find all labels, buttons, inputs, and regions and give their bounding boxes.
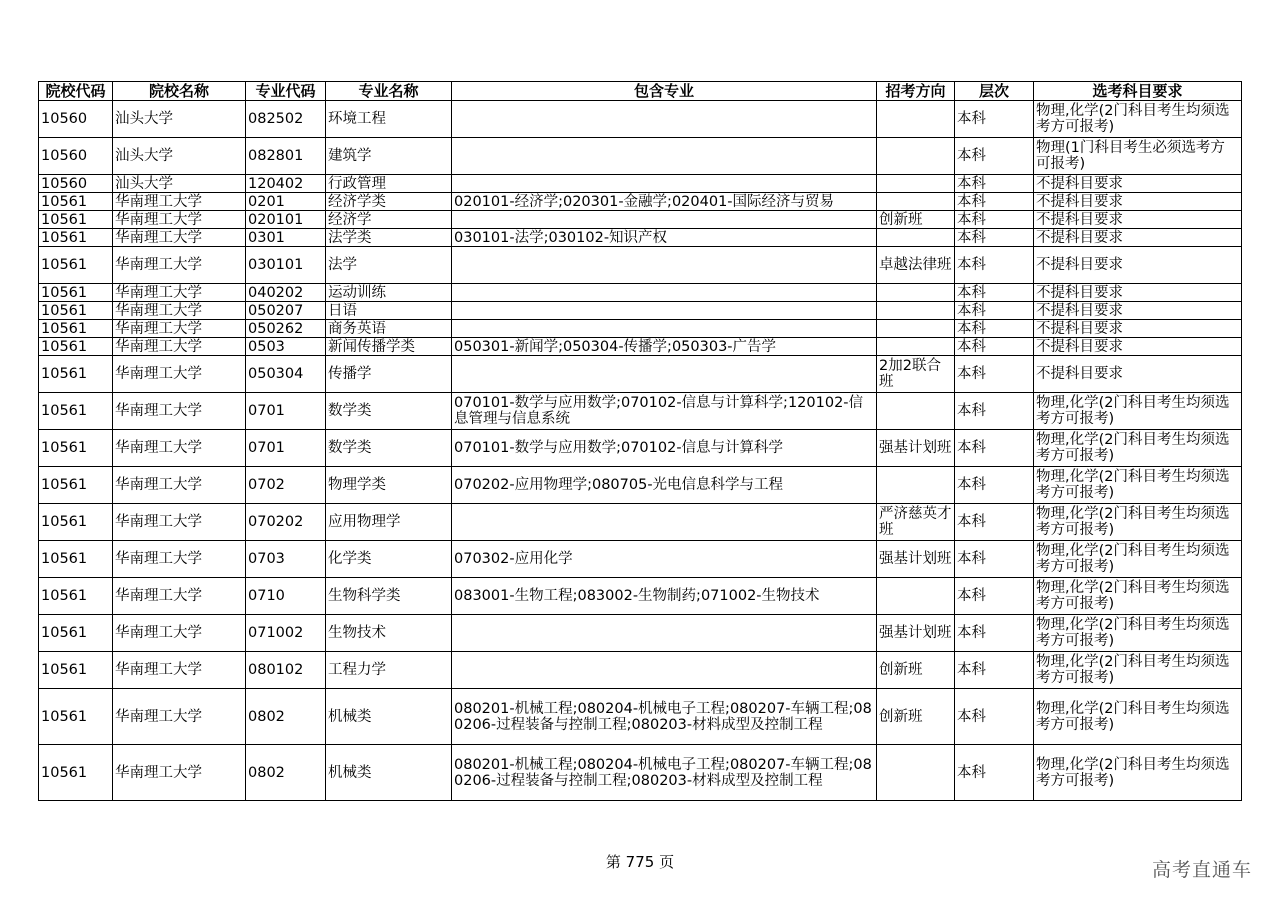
table-row bbox=[39, 138, 1242, 175]
admission-table bbox=[38, 81, 1242, 801]
header-cell: 院校代码 bbox=[39, 82, 113, 101]
subject-requirement-cell: 不提科目要求 bbox=[1034, 193, 1242, 211]
school-name-cell: 汕头大学 bbox=[113, 101, 246, 138]
school-name-cell: 华南理工大学 bbox=[113, 467, 246, 504]
level-cell: 本科 bbox=[955, 338, 1034, 356]
header-cell: 包含专业 bbox=[452, 82, 877, 101]
major-name-cell: 行政管理 bbox=[326, 175, 452, 193]
level-cell: 本科 bbox=[955, 138, 1034, 175]
major-name-cell: 新闻传播学类 bbox=[326, 338, 452, 356]
included-majors-cell bbox=[452, 504, 877, 541]
school-code-cell: 10561 bbox=[39, 689, 113, 745]
major-code-cell: 0201 bbox=[246, 193, 326, 211]
major-name-cell: 建筑学 bbox=[326, 138, 452, 175]
table-row bbox=[39, 652, 1242, 689]
direction-cell bbox=[877, 467, 955, 504]
school-code-cell: 10561 bbox=[39, 745, 113, 801]
major-code-cell: 071002 bbox=[246, 615, 326, 652]
table-row bbox=[39, 101, 1242, 138]
included-majors-cell: 070302-应用化学 bbox=[452, 541, 877, 578]
school-name-cell: 华南理工大学 bbox=[113, 229, 246, 247]
header-cell: 层次 bbox=[955, 82, 1034, 101]
major-code-cell: 0702 bbox=[246, 467, 326, 504]
level-cell: 本科 bbox=[955, 101, 1034, 138]
included-majors-cell: 020101-经济学;020301-金融学;020401-国际经济与贸易 bbox=[452, 193, 877, 211]
level-cell: 本科 bbox=[955, 745, 1034, 801]
level-cell: 本科 bbox=[955, 430, 1034, 467]
school-name-cell: 汕头大学 bbox=[113, 175, 246, 193]
major-code-cell: 080102 bbox=[246, 652, 326, 689]
major-name-cell: 法学 bbox=[326, 247, 452, 284]
table-row bbox=[39, 578, 1242, 615]
included-majors-cell bbox=[452, 284, 877, 302]
subject-requirement-cell: 物理,化学(2门科目考生均须选考方可报考) bbox=[1034, 467, 1242, 504]
direction-cell bbox=[877, 229, 955, 247]
major-name-cell: 机械类 bbox=[326, 689, 452, 745]
level-cell: 本科 bbox=[955, 320, 1034, 338]
direction-cell bbox=[877, 745, 955, 801]
school-code-cell: 10561 bbox=[39, 652, 113, 689]
major-code-cell: 0802 bbox=[246, 689, 326, 745]
table-row bbox=[39, 175, 1242, 193]
direction-cell bbox=[877, 175, 955, 193]
major-name-cell: 生物技术 bbox=[326, 615, 452, 652]
school-name-cell: 汕头大学 bbox=[113, 138, 246, 175]
school-code-cell: 10561 bbox=[39, 356, 113, 393]
school-code-cell: 10561 bbox=[39, 302, 113, 320]
school-name-cell: 华南理工大学 bbox=[113, 211, 246, 229]
level-cell: 本科 bbox=[955, 302, 1034, 320]
subject-requirement-cell: 不提科目要求 bbox=[1034, 302, 1242, 320]
subject-requirement-cell: 不提科目要求 bbox=[1034, 247, 1242, 284]
page-number: 第 775 页 bbox=[605, 853, 675, 871]
major-name-cell: 机械类 bbox=[326, 745, 452, 801]
included-majors-cell: 030101-法学;030102-知识产权 bbox=[452, 229, 877, 247]
school-code-cell: 10561 bbox=[39, 284, 113, 302]
level-cell: 本科 bbox=[955, 615, 1034, 652]
level-cell: 本科 bbox=[955, 689, 1034, 745]
school-name-cell: 华南理工大学 bbox=[113, 430, 246, 467]
school-name-cell: 华南理工大学 bbox=[113, 745, 246, 801]
included-majors-cell bbox=[452, 356, 877, 393]
direction-cell bbox=[877, 578, 955, 615]
school-code-cell: 10561 bbox=[39, 467, 113, 504]
table-row bbox=[39, 689, 1242, 745]
included-majors-cell: 050301-新闻学;050304-传播学;050303-广告学 bbox=[452, 338, 877, 356]
level-cell: 本科 bbox=[955, 211, 1034, 229]
table-row bbox=[39, 247, 1242, 284]
included-majors-cell: 083001-生物工程;083002-生物制药;071002-生物技术 bbox=[452, 578, 877, 615]
header-row bbox=[39, 82, 1242, 101]
major-code-cell: 070202 bbox=[246, 504, 326, 541]
direction-cell: 严济慈英才班 bbox=[877, 504, 955, 541]
school-code-cell: 10561 bbox=[39, 393, 113, 430]
header-cell: 选考科目要求 bbox=[1034, 82, 1242, 101]
included-majors-cell bbox=[452, 320, 877, 338]
school-code-cell: 10561 bbox=[39, 578, 113, 615]
level-cell: 本科 bbox=[955, 504, 1034, 541]
included-majors-cell bbox=[452, 138, 877, 175]
major-code-cell: 050304 bbox=[246, 356, 326, 393]
major-code-cell: 040202 bbox=[246, 284, 326, 302]
direction-cell bbox=[877, 138, 955, 175]
table-row bbox=[39, 284, 1242, 302]
major-code-cell: 050207 bbox=[246, 302, 326, 320]
major-name-cell: 日语 bbox=[326, 302, 452, 320]
major-code-cell: 0301 bbox=[246, 229, 326, 247]
major-name-cell: 经济学类 bbox=[326, 193, 452, 211]
table-row bbox=[39, 430, 1242, 467]
level-cell: 本科 bbox=[955, 175, 1034, 193]
included-majors-cell bbox=[452, 175, 877, 193]
table-row bbox=[39, 338, 1242, 356]
table-row bbox=[39, 356, 1242, 393]
level-cell: 本科 bbox=[955, 541, 1034, 578]
direction-cell: 强基计划班 bbox=[877, 541, 955, 578]
school-name-cell: 华南理工大学 bbox=[113, 302, 246, 320]
school-code-cell: 10561 bbox=[39, 541, 113, 578]
major-name-cell: 应用物理学 bbox=[326, 504, 452, 541]
school-code-cell: 10561 bbox=[39, 338, 113, 356]
major-code-cell: 082801 bbox=[246, 138, 326, 175]
major-name-cell: 物理学类 bbox=[326, 467, 452, 504]
major-name-cell: 工程力学 bbox=[326, 652, 452, 689]
major-code-cell: 0710 bbox=[246, 578, 326, 615]
table-row bbox=[39, 302, 1242, 320]
direction-cell bbox=[877, 284, 955, 302]
table-row bbox=[39, 229, 1242, 247]
school-code-cell: 10561 bbox=[39, 229, 113, 247]
subject-requirement-cell: 不提科目要求 bbox=[1034, 320, 1242, 338]
direction-cell: 卓越法律班 bbox=[877, 247, 955, 284]
level-cell: 本科 bbox=[955, 229, 1034, 247]
major-name-cell: 经济学 bbox=[326, 211, 452, 229]
school-code-cell: 10561 bbox=[39, 247, 113, 284]
school-name-cell: 华南理工大学 bbox=[113, 284, 246, 302]
school-name-cell: 华南理工大学 bbox=[113, 578, 246, 615]
direction-cell bbox=[877, 101, 955, 138]
header-cell: 专业名称 bbox=[326, 82, 452, 101]
included-majors-cell: 070202-应用物理学;080705-光电信息科学与工程 bbox=[452, 467, 877, 504]
included-majors-cell bbox=[452, 211, 877, 229]
school-code-cell: 10561 bbox=[39, 320, 113, 338]
direction-cell bbox=[877, 193, 955, 211]
subject-requirement-cell: 物理,化学(2门科目考生均须选考方可报考) bbox=[1034, 541, 1242, 578]
school-name-cell: 华南理工大学 bbox=[113, 652, 246, 689]
subject-requirement-cell: 物理,化学(2门科目考生均须选考方可报考) bbox=[1034, 689, 1242, 745]
major-code-cell: 0701 bbox=[246, 393, 326, 430]
school-name-cell: 华南理工大学 bbox=[113, 615, 246, 652]
watermark: 高考直通车 bbox=[1151, 859, 1252, 881]
included-majors-cell bbox=[452, 302, 877, 320]
table-row bbox=[39, 393, 1242, 430]
direction-cell bbox=[877, 320, 955, 338]
major-code-cell: 030101 bbox=[246, 247, 326, 284]
school-name-cell: 华南理工大学 bbox=[113, 247, 246, 284]
level-cell: 本科 bbox=[955, 356, 1034, 393]
major-name-cell: 运动训练 bbox=[326, 284, 452, 302]
school-code-cell: 10561 bbox=[39, 504, 113, 541]
major-name-cell: 商务英语 bbox=[326, 320, 452, 338]
school-name-cell: 华南理工大学 bbox=[113, 338, 246, 356]
subject-requirement-cell: 物理,化学(2门科目考生均须选考方可报考) bbox=[1034, 652, 1242, 689]
major-code-cell: 120402 bbox=[246, 175, 326, 193]
included-majors-cell bbox=[452, 615, 877, 652]
subject-requirement-cell: 物理,化学(2门科目考生均须选考方可报考) bbox=[1034, 615, 1242, 652]
direction-cell: 强基计划班 bbox=[877, 430, 955, 467]
subject-requirement-cell: 物理,化学(2门科目考生均须选考方可报考) bbox=[1034, 745, 1242, 801]
direction-cell: 创新班 bbox=[877, 689, 955, 745]
major-code-cell: 0701 bbox=[246, 430, 326, 467]
included-majors-cell: 070101-数学与应用数学;070102-信息与计算科学;120102-信息管理与信息系统 bbox=[452, 393, 877, 430]
subject-requirement-cell: 物理,化学(2门科目考生均须选考方可报考) bbox=[1034, 101, 1242, 138]
table-row bbox=[39, 615, 1242, 652]
table-row bbox=[39, 504, 1242, 541]
major-name-cell: 数学类 bbox=[326, 430, 452, 467]
included-majors-cell bbox=[452, 101, 877, 138]
major-name-cell: 化学类 bbox=[326, 541, 452, 578]
level-cell: 本科 bbox=[955, 193, 1034, 211]
table-row bbox=[39, 193, 1242, 211]
major-code-cell: 0703 bbox=[246, 541, 326, 578]
school-name-cell: 华南理工大学 bbox=[113, 541, 246, 578]
major-name-cell: 法学类 bbox=[326, 229, 452, 247]
major-name-cell: 传播学 bbox=[326, 356, 452, 393]
subject-requirement-cell: 物理,化学(2门科目考生均须选考方可报考) bbox=[1034, 578, 1242, 615]
school-code-cell: 10561 bbox=[39, 615, 113, 652]
included-majors-cell: 080201-机械工程;080204-机械电子工程;080207-车辆工程;080206-过程装备与控制工程;080203-材料成型及控制工程 bbox=[452, 745, 877, 801]
direction-cell: 创新班 bbox=[877, 652, 955, 689]
level-cell: 本科 bbox=[955, 467, 1034, 504]
school-name-cell: 华南理工大学 bbox=[113, 320, 246, 338]
included-majors-cell: 070101-数学与应用数学;070102-信息与计算科学 bbox=[452, 430, 877, 467]
major-code-cell: 050262 bbox=[246, 320, 326, 338]
direction-cell bbox=[877, 302, 955, 320]
direction-cell: 强基计划班 bbox=[877, 615, 955, 652]
major-code-cell: 0802 bbox=[246, 745, 326, 801]
direction-cell: 2加2联合班 bbox=[877, 356, 955, 393]
table-row bbox=[39, 467, 1242, 504]
level-cell: 本科 bbox=[955, 284, 1034, 302]
table-body bbox=[39, 101, 1242, 801]
school-code-cell: 10561 bbox=[39, 211, 113, 229]
included-majors-cell bbox=[452, 652, 877, 689]
school-code-cell: 10561 bbox=[39, 430, 113, 467]
level-cell: 本科 bbox=[955, 578, 1034, 615]
school-name-cell: 华南理工大学 bbox=[113, 356, 246, 393]
subject-requirement-cell: 不提科目要求 bbox=[1034, 175, 1242, 193]
school-name-cell: 华南理工大学 bbox=[113, 504, 246, 541]
major-code-cell: 082502 bbox=[246, 101, 326, 138]
subject-requirement-cell: 不提科目要求 bbox=[1034, 229, 1242, 247]
major-name-cell: 生物科学类 bbox=[326, 578, 452, 615]
school-name-cell: 华南理工大学 bbox=[113, 689, 246, 745]
subject-requirement-cell: 不提科目要求 bbox=[1034, 338, 1242, 356]
subject-requirement-cell: 物理,化学(2门科目考生均须选考方可报考) bbox=[1034, 393, 1242, 430]
subject-requirement-cell: 物理,化学(2门科目考生均须选考方可报考) bbox=[1034, 430, 1242, 467]
table-row bbox=[39, 320, 1242, 338]
included-majors-cell: 080201-机械工程;080204-机械电子工程;080207-车辆工程;080206-过程装备与控制工程;080203-材料成型及控制工程 bbox=[452, 689, 877, 745]
school-code-cell: 10560 bbox=[39, 175, 113, 193]
header-cell: 专业代码 bbox=[246, 82, 326, 101]
direction-cell bbox=[877, 393, 955, 430]
table-row bbox=[39, 745, 1242, 801]
school-code-cell: 10560 bbox=[39, 138, 113, 175]
direction-cell: 创新班 bbox=[877, 211, 955, 229]
level-cell: 本科 bbox=[955, 247, 1034, 284]
subject-requirement-cell: 物理(1门科目考生必须选考方可报考) bbox=[1034, 138, 1242, 175]
major-name-cell: 数学类 bbox=[326, 393, 452, 430]
header-cell: 院校名称 bbox=[113, 82, 246, 101]
direction-cell bbox=[877, 338, 955, 356]
school-code-cell: 10560 bbox=[39, 101, 113, 138]
major-name-cell: 环境工程 bbox=[326, 101, 452, 138]
level-cell: 本科 bbox=[955, 652, 1034, 689]
major-code-cell: 020101 bbox=[246, 211, 326, 229]
header-cell: 招考方向 bbox=[877, 82, 955, 101]
included-majors-cell bbox=[452, 247, 877, 284]
subject-requirement-cell: 不提科目要求 bbox=[1034, 284, 1242, 302]
major-code-cell: 0503 bbox=[246, 338, 326, 356]
level-cell: 本科 bbox=[955, 393, 1034, 430]
table-row bbox=[39, 541, 1242, 578]
school-name-cell: 华南理工大学 bbox=[113, 193, 246, 211]
subject-requirement-cell: 物理,化学(2门科目考生均须选考方可报考) bbox=[1034, 504, 1242, 541]
subject-requirement-cell: 不提科目要求 bbox=[1034, 356, 1242, 393]
school-code-cell: 10561 bbox=[39, 193, 113, 211]
subject-requirement-cell: 不提科目要求 bbox=[1034, 211, 1242, 229]
school-name-cell: 华南理工大学 bbox=[113, 393, 246, 430]
table-row bbox=[39, 211, 1242, 229]
